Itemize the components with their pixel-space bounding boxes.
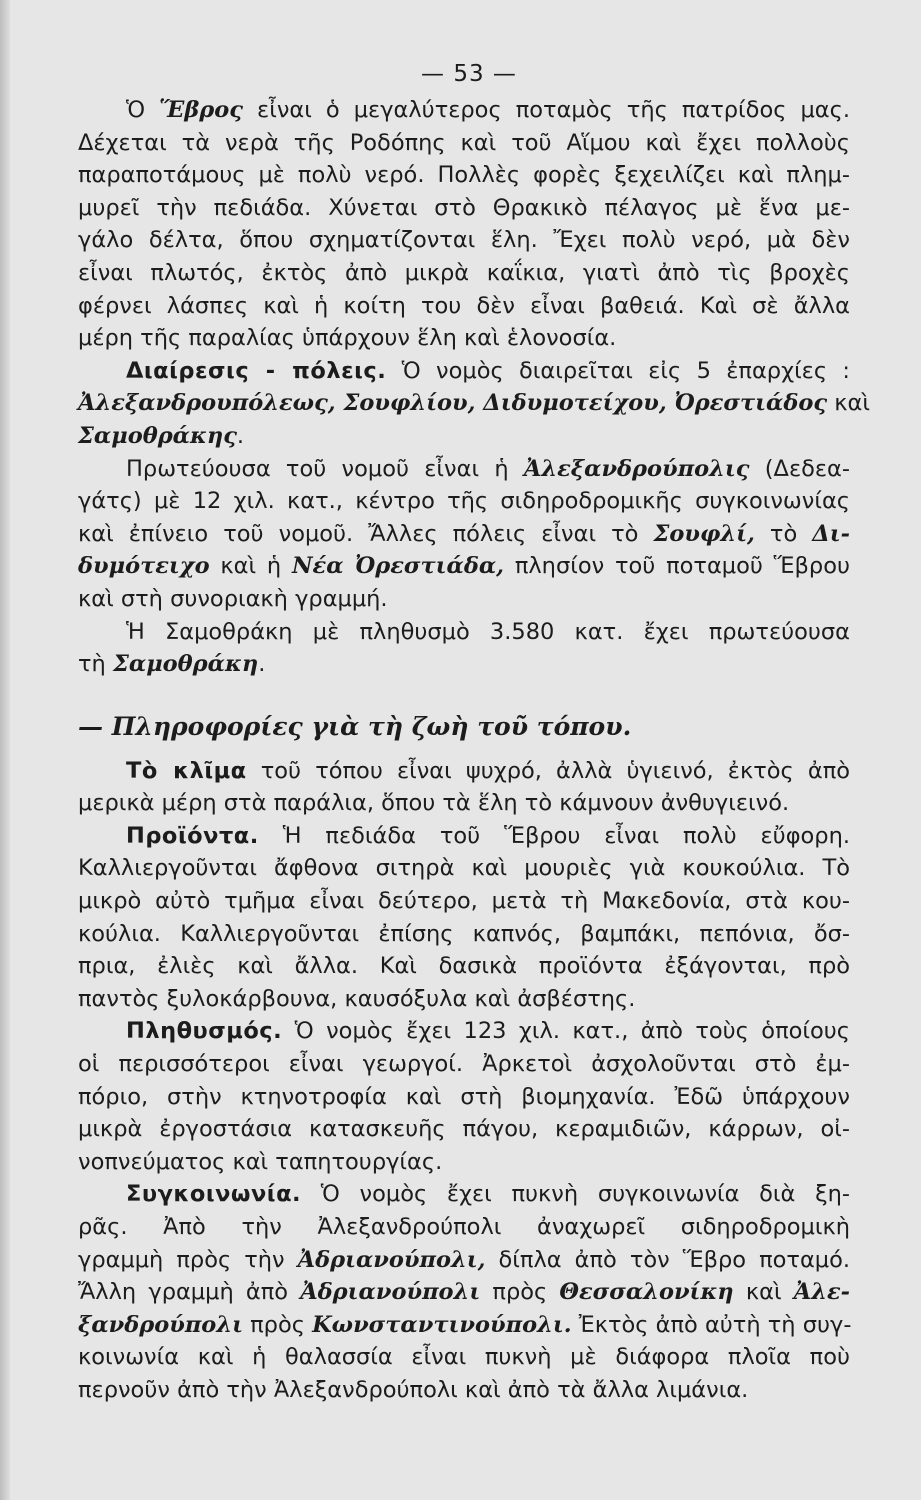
paragraph-heading: Διαίρεσις - πόλεις. <box>126 357 387 384</box>
place-name: Σαμοθράκης <box>78 422 237 449</box>
text-run: καὶ ἡ <box>209 553 292 580</box>
place-name: Δι- <box>812 520 850 547</box>
text-run: εἶναι ὁ μεγαλύτερος ποταμὸς τῆς πατρίδος μας. <box>242 97 850 123</box>
text-line: Καλλιεργοῦνται ἄφθονα σιτηρὰ καὶ μουριὲς γιὰ κουκούλια. Τὸ <box>78 855 850 882</box>
text-line: περνοῦν ἀπὸ τὴν Ἀλεξανδρούπολι καὶ ἀπὸ τὰ ἄλλα λιμάνια. <box>78 1376 749 1403</box>
text-line: παντὸς ξυλοκάρβουνα, καυσόξυλα καὶ ἀσβέστης. <box>78 985 636 1012</box>
text-run: . <box>236 422 245 449</box>
text-run: Ὁ νομὸς ἔχει πυκνὴ συγκοινωνία διὰ ξη- <box>301 1181 850 1208</box>
text-run: πρὸς <box>242 1311 313 1338</box>
paragraph-population <box>78 1015 850 1178</box>
text-line <box>78 420 850 453</box>
paragraph-products <box>78 820 850 1016</box>
place-name: Σαμοθράκη <box>112 651 259 678</box>
text-line <box>78 94 850 127</box>
text-line: παραποτάμους μὲ πολὺ νερό. Πολλὲς φορὲς ξεχειλίζει καὶ πλημ- <box>78 162 850 189</box>
text-run: Ἡ πεδιάδα τοῦ Ἕβρου εἶναι πολὺ εὔφορη. <box>258 822 850 849</box>
text-run: τοῦ τόπου εἶναι ψυχρό, ἀλλὰ ὑγιεινό, ἐκτὸς ἀπὸ <box>246 757 850 784</box>
text-line <box>78 355 850 388</box>
text-line <box>78 387 870 420</box>
text-run: Πρωτεύουσα τοῦ νομοῦ εἶναι ἡ <box>126 455 524 482</box>
text-line <box>78 1178 850 1211</box>
place-name: Ἕβρος <box>159 97 243 123</box>
place-name: Κωνσταντινούπολι. <box>312 1311 572 1338</box>
text-line <box>78 453 850 486</box>
text-run: Ὁ νομὸς ἔχει 123 χιλ. κατ., ἀπὸ τοὺς ὁποίους <box>282 1018 850 1045</box>
place-name: Ἀδριανούπολι, <box>297 1246 486 1273</box>
text-run: Ὁ νομὸς διαιρεῖται εἰς 5 ἐπαρχίες : <box>386 357 850 384</box>
place-name: Θεσσαλονίκη <box>559 1279 734 1306</box>
place-name: Ἀδριανούπολι <box>300 1279 481 1306</box>
page-edge-shadow <box>0 0 10 1500</box>
place-name: Νέα Ὀρεστιάδα, <box>291 553 505 580</box>
paragraph-divisions <box>78 355 870 453</box>
text-run: καὶ <box>733 1279 794 1306</box>
text-line: οἱ περισσότεροι εἶναι γεωργοί. Ἀρκετοὶ ἀσχολοῦνται στὸ ἐμ- <box>78 1051 850 1078</box>
place-name: Ἀλεξανδρουπόλεως, Σουφλίου, Διδυμοτείχου, Ὀρεστιάδος <box>78 390 828 417</box>
paragraph-heading: Τὸ κλῖμα <box>126 757 247 784</box>
text-line: μερικὰ μέρη στὰ παράλια, ὅπου τὰ ἕλη τὸ κάμνουν ἀνθυγιεινό. <box>78 790 790 817</box>
text-line: πρια, ἐλιὲς καὶ ἄλλα. Καὶ δασικὰ προϊόντα ἐξάγονται, πρὸ <box>78 953 850 980</box>
text-line: μέρη τῆς παραλίας ὑπάρχουν ἕλη καὶ ἑλονοσία. <box>78 325 617 352</box>
text-run: καὶ ἐπίνειο τοῦ νομοῦ. Ἄλλες πόλεις εἶναι τὸ <box>78 520 654 547</box>
paragraph-heading: Συγκοινωνία. <box>126 1181 302 1208</box>
page-number: — 53 — <box>421 61 517 87</box>
text-line <box>78 550 850 583</box>
text-line: μικρὰ ἐργοστάσια κατασκευῆς πάγου, κεραμιδιῶν, κάρρων, οἰ- <box>78 1116 850 1143</box>
text-run: Ἐκτὸς ἀπὸ αὐτὴ τὴ συγ- <box>571 1311 852 1338</box>
place-name: ξανδρούπολι <box>78 1311 243 1338</box>
section-title: — Πληροφορίες γιὰ τὴ ζωὴ τοῦ τόπου. <box>78 711 632 741</box>
text-run: τὸ <box>754 520 813 547</box>
text-line: μικρὸ αὐτὸ τμῆμα εἶναι δεύτερο, μετὰ τὴ Μακεδονία, στὰ κου- <box>78 888 850 915</box>
text-run: καὶ <box>827 390 870 417</box>
paragraph-heading: Προϊόντα. <box>126 822 259 849</box>
text-line: νοπνεύματος καὶ ταπητουργίας. <box>78 1148 443 1175</box>
spacer <box>78 681 850 705</box>
place-name: Σουφλί, <box>653 520 755 547</box>
text-line: καὶ στὴ συνοριακὴ γραμμή. <box>78 585 388 612</box>
paragraph-capital <box>78 453 850 616</box>
text-line <box>78 518 850 551</box>
text-line: γάλο δέλτα, ὅπου σχηματίζονται ἕλη. Ἔχει πολὺ νερό, μὰ δὲν <box>78 227 850 254</box>
text-line: Δέχεται τὰ νερὰ τῆς Ροδόπης καὶ τοῦ Αἵμου καὶ ἔχει πολλοὺς <box>78 129 850 156</box>
text-line <box>78 1276 850 1309</box>
text-line <box>78 1244 850 1277</box>
place-name: δυμότειχο <box>78 553 210 580</box>
text-run: Ὁ <box>126 97 160 123</box>
text-line: Ἡ Σαμοθράκη μὲ πληθυσμὸ 3.580 κατ. ἔχει πρωτεύουσα <box>126 618 850 645</box>
text-run: γραμμὴ πρὸς τὴν <box>78 1246 298 1273</box>
text-line: ρᾶς. Ἀπὸ τὴν Ἀλεξανδρούπολι ἀναχωρεῖ σιδηροδρομικὴ <box>78 1214 850 1240</box>
page-body <box>78 94 870 1407</box>
text-line: γάτς) μὲ 12 χιλ. κατ., κέντρο τῆς σιδηροδρομικῆς συγκοινωνίας <box>78 488 850 515</box>
text-line <box>78 820 850 853</box>
text-line: φέρνει λάσπες καὶ ἡ κοίτη του δὲν εἶναι βαθειά. Καὶ σὲ ἄλλα <box>78 292 850 319</box>
text-run: τὴ <box>78 651 113 678</box>
text-run: πρὸς <box>480 1279 560 1306</box>
text-line <box>78 1309 850 1342</box>
text-run: Ἄλλη γραμμὴ ἀπὸ <box>78 1279 301 1306</box>
paragraph-climate <box>78 755 850 820</box>
text-run: δίπλα ἀπὸ τὸν Ἕβρο ποταμό. <box>485 1246 851 1273</box>
text-run: (Δεδεα- <box>749 455 850 482</box>
text-line <box>78 755 850 788</box>
text-line: μυρεῖ τὴν πεδιάδα. Χύνεται στὸ Θρακικὸ πέλαγος μὲ ἕνα με- <box>78 194 850 221</box>
text-line: εἶναι πλωτός, ἐκτὸς ἀπὸ μικρὰ καΐκια, γιατὶ ἀπὸ τὶς βροχὲς <box>78 259 850 286</box>
text-run: . <box>258 651 266 678</box>
text-line: κούλια. Καλλιεργοῦνται ἐπίσης καπνός, βαμπάκι, πεπόνια, ὄσ- <box>78 920 850 947</box>
paragraph-heading: Πληθυσμός. <box>126 1018 283 1045</box>
text-line: πόριο, στὴν κτηνοτροφία καὶ στὴ βιομηχανία. Ἐδῶ ὑπάρχουν <box>78 1083 850 1110</box>
book-page <box>78 54 870 1407</box>
text-line: κοινωνία καὶ ἡ θαλασσία εἶναι πυκνὴ μὲ διάφορα πλοῖα ποὺ <box>78 1344 850 1371</box>
text-run: πλησίον τοῦ ποταμοῦ Ἕβρου <box>504 553 850 580</box>
paragraph-samothrace <box>78 616 850 681</box>
paragraph-evros <box>78 94 850 355</box>
place-name: Ἀλε- <box>793 1279 850 1306</box>
paragraph-transport <box>78 1178 850 1406</box>
place-name: Ἀλεξανδρούπολις <box>523 455 750 482</box>
text-line <box>78 1015 850 1048</box>
text-line <box>78 648 850 681</box>
